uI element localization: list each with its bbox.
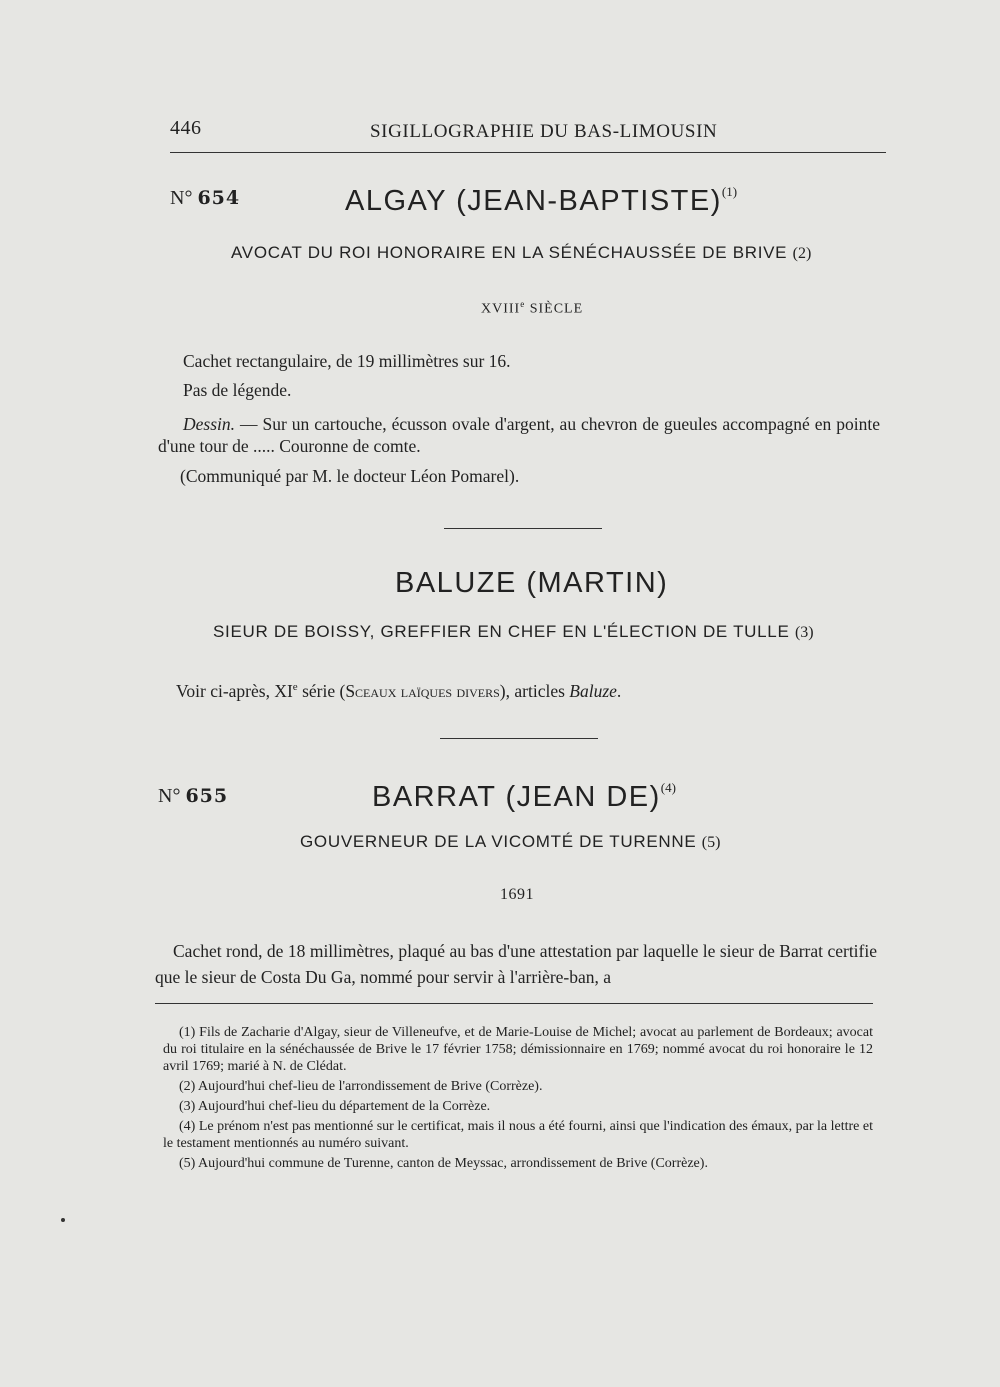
dessin-text: — Sur un cartouche, écusson ovale d'argent, au chevron de gueules accompagné en pointe d'une tour de ..... Couronne de comte.	[158, 414, 880, 456]
voir-text: ), articles	[499, 680, 570, 701]
entry-number-prefix: N°	[158, 785, 181, 807]
paragraph-text: (Communiqué par M. le docteur Léon Pomarel).	[180, 466, 520, 486]
date-word: SIÈCLE	[529, 301, 584, 317]
date-sup: e	[520, 299, 526, 309]
entry-name-text: BARRAT (JEAN DE)	[372, 781, 661, 813]
entry-name-algay	[345, 184, 737, 218]
entry-title-algay	[231, 243, 811, 263]
voir-text: .	[616, 680, 622, 701]
entry-number-655	[158, 785, 228, 808]
voir-text: série (	[297, 680, 346, 701]
entry-date-algay	[481, 299, 583, 318]
entry-number-value: 654	[197, 187, 241, 209]
paragraph-legende	[183, 379, 291, 401]
footnote-rule	[155, 1003, 873, 1004]
voir-sup: e	[292, 681, 298, 693]
header-rule	[170, 152, 886, 153]
separator-rule	[440, 738, 598, 739]
entry-number-value: 655	[185, 785, 229, 807]
separator-rule	[444, 528, 602, 529]
date-roman: XVIII	[481, 301, 521, 317]
paragraph-text: Cachet rond, de 18 millimètres, plaqué au bas d'une attestation par laquelle le sieur de Barrat certifie que le sieur de Costa Du Ga, nommé pour servir à l'arrière-ban, a	[155, 941, 877, 987]
footnote-ref-5: (5)	[701, 834, 721, 851]
voir-text: Voir ci-après, XI	[176, 680, 293, 701]
footnote-ref-2: (2)	[792, 245, 812, 262]
entry-name-text: ALGAY (JEAN-BAPTISTE)	[345, 185, 722, 217]
entry-number-654	[170, 187, 240, 210]
paragraph-cachet-barrat	[155, 938, 877, 990]
footnote-ref-4: (4)	[660, 780, 676, 795]
entry-title-baluze	[213, 622, 814, 642]
voir-series: Sceaux laïques divers	[345, 680, 500, 701]
paragraph-communique	[180, 465, 519, 487]
paragraph-voir	[176, 676, 621, 702]
footnote-1: (1) Fils de Zacharie d'Algay, sieur de Villeneufve, et de Marie-Louise de Michel; avocat au parlement de Bordeaux; avocat du roi titulaire en la sénéchaussée de Brive le 17 février 1758; démissionnaire en 1769; nommé avocat du roi honoraire le 12 avril 1769; marié à N. de Clédat.	[163, 1025, 873, 1074]
footnote-5: (5) Aujourd'hui commune de Turenne, canton de Meyssac, arrondissement de Brive (Corrèze).	[179, 1156, 708, 1171]
paragraph-cachet-algay	[183, 350, 511, 372]
footnote-2: (2) Aujourd'hui chef-lieu de l'arrondissement de Brive (Corrèze).	[179, 1079, 543, 1094]
page-number: 446	[170, 117, 202, 139]
entry-name-barrat	[372, 780, 676, 814]
entry-title-text: AVOCAT DU ROI HONORAIRE EN LA SÉNÉCHAUSSÉE DE BRIVE	[231, 243, 788, 262]
footnote-3: (3) Aujourd'hui chef-lieu du département de la Corrèze.	[179, 1099, 491, 1114]
voir-article: Baluze	[569, 680, 617, 701]
entry-title-barrat	[300, 832, 720, 852]
paragraph-text: Cachet rectangulaire, de 19 millimètres sur 16.	[183, 351, 511, 371]
entry-name-text: BALUZE (MARTIN)	[395, 567, 669, 599]
paragraph-dessin	[158, 413, 880, 457]
ink-speck	[61, 1218, 65, 1222]
footnote-ref-3: (3)	[794, 624, 814, 641]
entry-title-text: SIEUR DE BOISSY, GREFFIER EN CHEF EN L'ÉLECTION DE TULLE	[213, 622, 790, 641]
entry-date-barrat: 1691	[500, 886, 534, 903]
footnote-ref-1: (1)	[721, 184, 738, 199]
running-title: SIGILLOGRAPHIE DU BAS-LIMOUSIN	[370, 121, 718, 142]
entry-title-text: GOUVERNEUR DE LA VICOMTÉ DE TURENNE	[300, 832, 697, 851]
entry-name-baluze	[395, 567, 668, 600]
entry-number-prefix: N°	[170, 187, 193, 209]
paragraph-text: Pas de légende.	[183, 380, 292, 400]
footnote-4: (4) Le prénom n'est pas mentionné sur le certificat, mais il nous a été fourni, ainsi que l'indication des émaux, par la lettre et le testament mentionnés au numéro suivant.	[163, 1119, 873, 1151]
footnotes	[163, 1024, 873, 1175]
dessin-label: Dessin.	[183, 414, 236, 434]
